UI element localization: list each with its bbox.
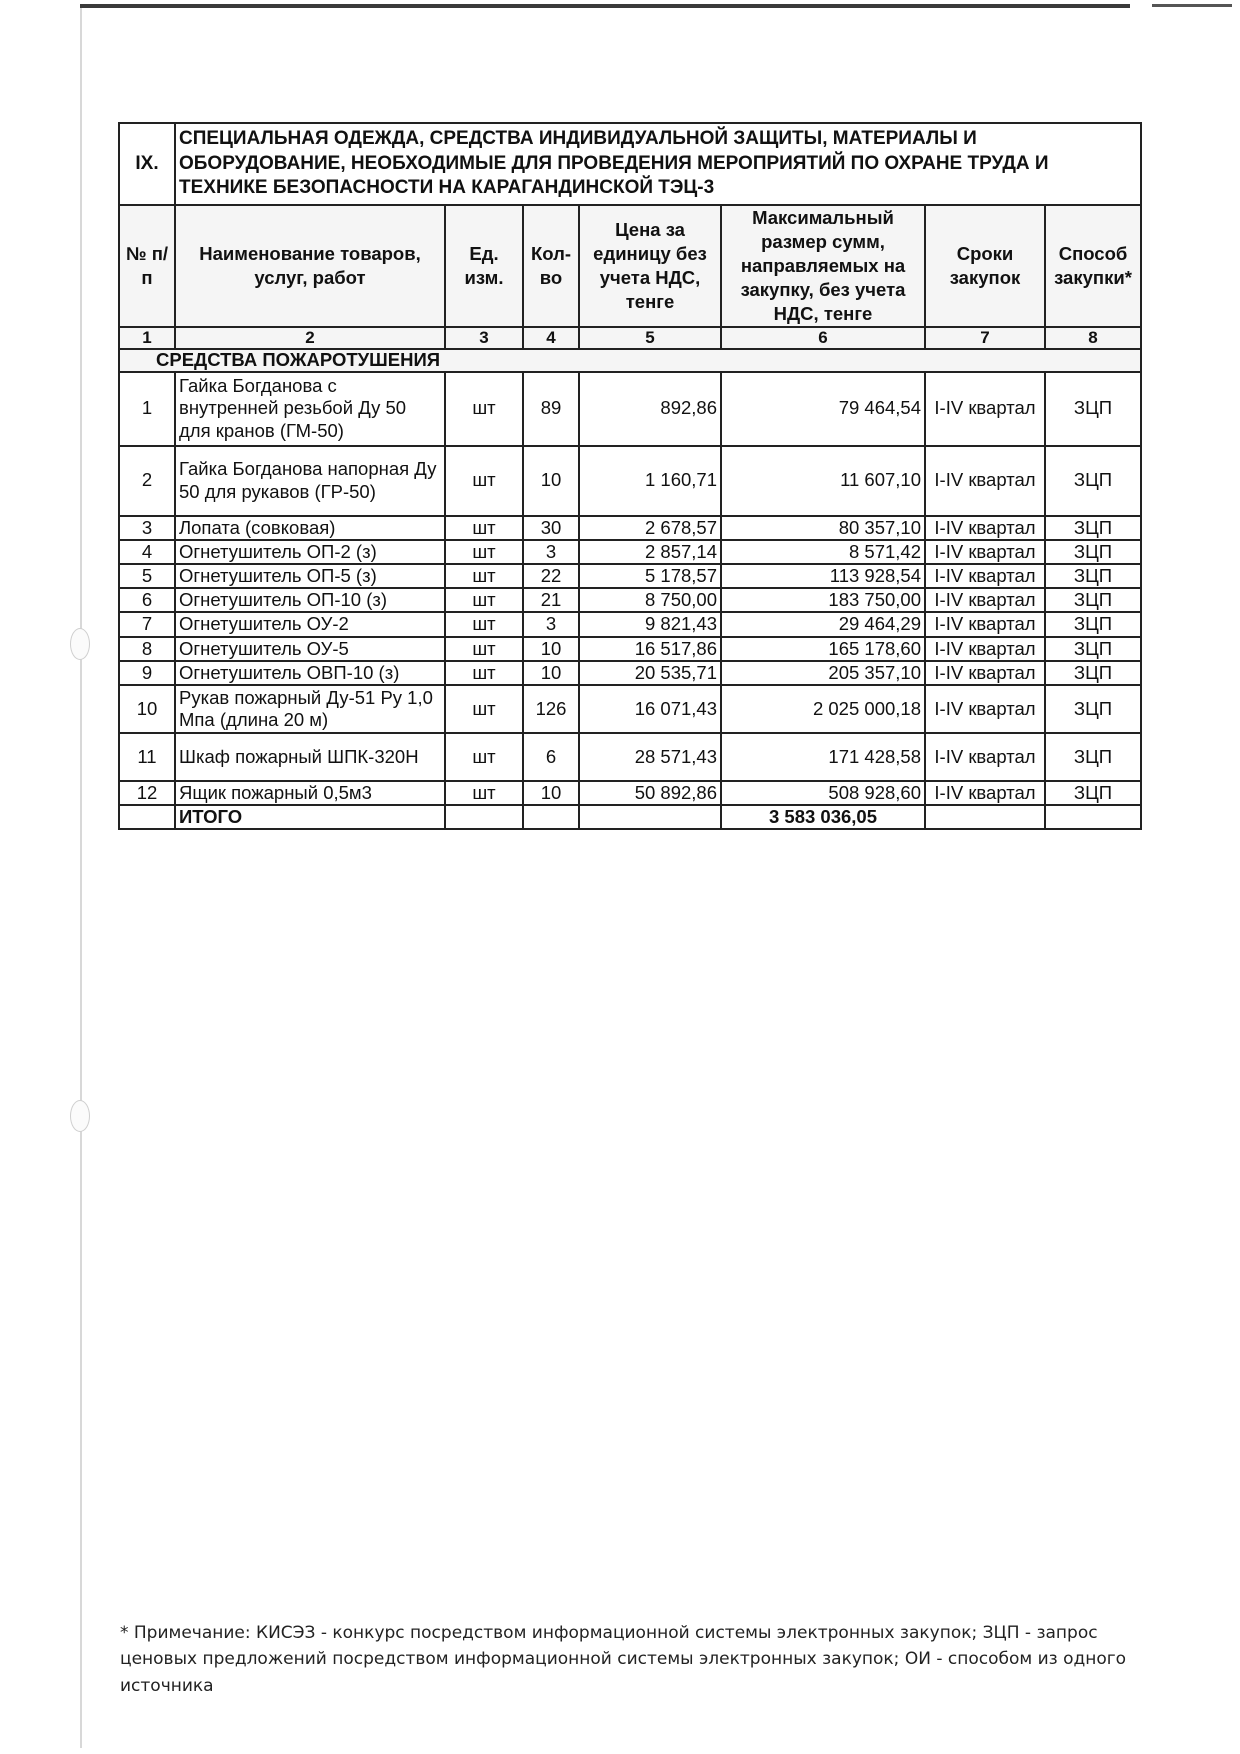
cell-no: 9 [119,661,175,685]
cell-period: I-IV квартал [925,612,1045,636]
cell-sum: 113 928,54 [721,564,925,588]
cell-period: I-IV квартал [925,781,1045,805]
total-empty [445,805,523,829]
section-header-row [119,123,1141,205]
cell-name: Огнетушитель ОП-10 (з) [175,588,445,612]
cell-sum: 171 428,58 [721,733,925,781]
cell-name: Лопата (совковая) [175,516,445,540]
column-header-row [119,205,1141,327]
column-number: 2 [175,327,445,349]
cell-unit: шт [445,637,523,661]
header-sum: Максимальный размер сумм, направляемых на закупку, без учета НДС, тенге [721,205,925,327]
cell-period: I-IV квартал [925,588,1045,612]
cell-sum: 29 464,29 [721,612,925,636]
cell-qty: 3 [523,540,579,564]
scan-edge-left [80,8,82,1748]
cell-qty: 126 [523,685,579,733]
column-number: 5 [579,327,721,349]
procurement-table [118,122,1142,830]
cell-sum: 183 750,00 [721,588,925,612]
cell-name: Рукав пожарный Ду-51 Ру 1,0 Мпа (длина 20 м) [175,685,445,733]
punch-hole [70,1100,90,1132]
column-number: 1 [119,327,175,349]
cell-price: 16 517,86 [579,637,721,661]
cell-sum: 79 464,54 [721,372,925,446]
cell-qty: 30 [523,516,579,540]
cell-price: 5 178,57 [579,564,721,588]
cell-period: I-IV квартал [925,564,1045,588]
cell-qty: 10 [523,637,579,661]
cell-method: ЗЦП [1045,781,1141,805]
group-title: СРЕДСТВА ПОЖАРОТУШЕНИЯ [119,349,1141,371]
cell-price: 28 571,43 [579,733,721,781]
cell-unit: шт [445,516,523,540]
cell-name: Огнетушитель ОУ-5 [175,637,445,661]
cell-unit: шт [445,661,523,685]
cell-no: 10 [119,685,175,733]
total-row [119,805,1141,829]
table-row [119,637,1141,661]
cell-sum: 80 357,10 [721,516,925,540]
cell-period: I-IV квартал [925,637,1045,661]
cell-no: 5 [119,564,175,588]
cell-unit: шт [445,372,523,446]
cell-method: ЗЦП [1045,661,1141,685]
cell-no: 1 [119,372,175,446]
header-method: Способ закупки* [1045,205,1141,327]
table-row [119,564,1141,588]
cell-no: 2 [119,446,175,516]
cell-period: I-IV квартал [925,372,1045,446]
cell-no: 6 [119,588,175,612]
table-row [119,516,1141,540]
punch-hole [70,628,90,660]
cell-name: Огнетушитель ОП-5 (з) [175,564,445,588]
cell-name: Гайка Богданова с внутренней резьбой Ду 50 для кранов (ГМ-50) [175,372,445,446]
cell-no: 11 [119,733,175,781]
cell-name: Огнетушитель ОП-2 (з) [175,540,445,564]
header-period: Сроки закупок [925,205,1045,327]
cell-qty: 22 [523,564,579,588]
cell-unit: шт [445,588,523,612]
column-number: 3 [445,327,523,349]
cell-no: 12 [119,781,175,805]
column-number-row [119,327,1141,349]
total-empty [579,805,721,829]
cell-method: ЗЦП [1045,588,1141,612]
cell-qty: 3 [523,612,579,636]
cell-name: Огнетушитель ОУ-2 [175,612,445,636]
cell-method: ЗЦП [1045,733,1141,781]
cell-method: ЗЦП [1045,446,1141,516]
cell-name: Ящик пожарный 0,5м3 [175,781,445,805]
table-row [119,540,1141,564]
cell-unit: шт [445,446,523,516]
cell-unit: шт [445,612,523,636]
cell-method: ЗЦП [1045,685,1141,733]
header-name: Наименование товаров, услуг, работ [175,205,445,327]
cell-method: ЗЦП [1045,564,1141,588]
header-price: Цена за единицу без учета НДС, тенге [579,205,721,327]
cell-name: Гайка Богданова напорная Ду 50 для рукавов (ГР-50) [175,446,445,516]
table-row [119,372,1141,446]
total-sum: 3 583 036,05 [721,805,925,829]
cell-qty: 89 [523,372,579,446]
cell-unit: шт [445,685,523,733]
cell-unit: шт [445,781,523,805]
cell-qty: 10 [523,446,579,516]
footnote: * Примечание: КИСЭЗ - конкурс посредством информационной системы электронных закупок; ЗЦП - запрос ценовых предложений посредством информационной системы электронных закупок; ОИ - способом из одного источника [120,1623,1127,1696]
cell-period: I-IV квартал [925,446,1045,516]
cell-sum: 165 178,60 [721,637,925,661]
total-empty [119,805,175,829]
header-unit: Ед. изм. [445,205,523,327]
group-row [119,349,1141,371]
total-label: ИТОГО [175,805,445,829]
column-number: 4 [523,327,579,349]
column-number: 8 [1045,327,1141,349]
table-row [119,781,1141,805]
cell-name: Огнетушитель ОВП-10 (з) [175,661,445,685]
cell-period: I-IV квартал [925,733,1045,781]
cell-period: I-IV квартал [925,685,1045,733]
cell-period: I-IV квартал [925,661,1045,685]
total-empty [1045,805,1141,829]
cell-period: I-IV квартал [925,540,1045,564]
cell-qty: 21 [523,588,579,612]
cell-no: 7 [119,612,175,636]
section-title: СПЕЦИАЛЬНАЯ ОДЕЖДА, СРЕДСТВА ИНДИВИДУАЛЬНОЙ ЗАЩИТЫ, МАТЕРИАЛЫ И ОБОРУДОВАНИЕ, НЕОБХОДИМЫЕ ДЛЯ ПРОВЕДЕНИЯ МЕРОПРИЯТИЙ ПО ОХРАНЕ ТРУДА И ТЕХНИКЕ БЕЗОПАСНОСТИ НА КАРАГАНДИНСКОЙ ТЭЦ-3 [175,123,1141,205]
cell-method: ЗЦП [1045,372,1141,446]
cell-sum: 11 607,10 [721,446,925,516]
total-empty [523,805,579,829]
cell-name: Шкаф пожарный ШПК-320Н [175,733,445,781]
cell-unit: шт [445,540,523,564]
cell-no: 4 [119,540,175,564]
cell-no: 3 [119,516,175,540]
table-row [119,446,1141,516]
cell-price: 50 892,86 [579,781,721,805]
cell-method: ЗЦП [1045,540,1141,564]
cell-price: 1 160,71 [579,446,721,516]
table-row [119,588,1141,612]
cell-sum: 2 025 000,18 [721,685,925,733]
cell-unit: шт [445,733,523,781]
cell-no: 8 [119,637,175,661]
table-row [119,612,1141,636]
scan-edge-top [80,4,1130,8]
cell-sum: 508 928,60 [721,781,925,805]
scan-edge-top-right [1152,4,1232,7]
cell-price: 2 857,14 [579,540,721,564]
header-qty: Кол-во [523,205,579,327]
cell-qty: 10 [523,661,579,685]
table-row [119,733,1141,781]
cell-price: 9 821,43 [579,612,721,636]
cell-sum: 8 571,42 [721,540,925,564]
cell-method: ЗЦП [1045,637,1141,661]
cell-sum: 205 357,10 [721,661,925,685]
cell-method: ЗЦП [1045,612,1141,636]
cell-period: I-IV квартал [925,516,1045,540]
column-number: 7 [925,327,1045,349]
header-no: № п/п [119,205,175,327]
cell-method: ЗЦП [1045,516,1141,540]
cell-price: 16 071,43 [579,685,721,733]
cell-price: 892,86 [579,372,721,446]
cell-qty: 10 [523,781,579,805]
cell-price: 20 535,71 [579,661,721,685]
table-row [119,685,1141,733]
total-empty [925,805,1045,829]
cell-price: 2 678,57 [579,516,721,540]
cell-price: 8 750,00 [579,588,721,612]
cell-unit: шт [445,564,523,588]
section-number: IX. [119,123,175,205]
cell-qty: 6 [523,733,579,781]
column-number: 6 [721,327,925,349]
table-row [119,661,1141,685]
